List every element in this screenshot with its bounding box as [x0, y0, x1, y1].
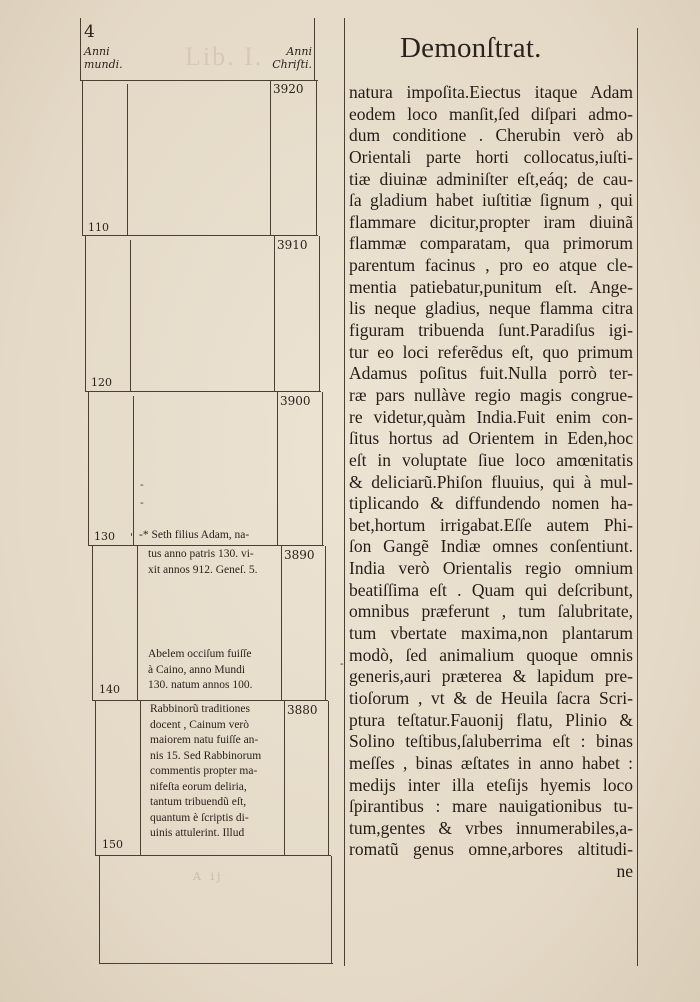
- note-rabbinorum: Rabbinorũ traditiones docent , Cainum verò maiorem natu fuiſſe an- nis 15. Sed Rabbinorum commentis propter ma- nifeſta eorum deliria, tantum tribuendũ eſt, quantum è ſcriptis di- uinis attulerint. Illud: [150, 703, 262, 839]
- show-through-text: Lib. I.: [185, 42, 264, 71]
- text-line: mentia patiebatur,punitum eſt. Ange-: [349, 276, 633, 297]
- anni-christi-3880: 3880: [287, 703, 318, 717]
- text-line: ſa gladium habet iuſtitiæ ſignum , qui: [349, 190, 633, 211]
- margin-dash: -: [140, 496, 144, 509]
- anni-christi-3900: 3900: [280, 394, 311, 408]
- text-line: ræ pars nullàve regio magis congrue-: [349, 384, 633, 405]
- margin-dash: -: [340, 657, 344, 670]
- text-line: omnibus præferunt , tum ſalubritate,: [349, 601, 633, 622]
- anni-mundi-150: 150: [102, 838, 123, 851]
- text-line: re videtur,quàm India.Fuit enim con-: [349, 406, 633, 427]
- text-line: dum conditione . Cherubin verò ab: [349, 125, 633, 146]
- text-line: Solino teſtibus,ſaluberrima eſt : binas: [349, 731, 633, 752]
- margin-dash: ': [130, 531, 134, 544]
- text-line: ſpirantibus : mare nauigationibus tu-: [349, 796, 633, 817]
- text-line: eſt in voluptate ſiue loco amœnitatis: [349, 449, 633, 470]
- page-number: 4: [84, 22, 95, 42]
- text-line: parentum facinus , pro eo atque cle-: [349, 255, 633, 276]
- anni-mundi-110: 110: [88, 221, 109, 234]
- note-seth: -* Seth filius Adam, na-: [139, 529, 250, 541]
- text-line: medijs inter illa eteſijs hyemis loco: [349, 774, 633, 795]
- text-line: ſon Gangẽ Indiæ omnes conſentiunt.: [349, 536, 633, 557]
- text-line: natura impoſita.Eiectus itaque Adam: [349, 82, 633, 102]
- text-line: flammæ comparatam, qua primorum: [349, 233, 633, 254]
- anni-christi-3910: 3910: [277, 238, 308, 252]
- note-abel: Abelem occiſum fuiſſe à Caino, anno Mundi 130. natum annos 100.: [148, 648, 253, 691]
- text-line: flammare dicitur,propter iram diuinã: [349, 211, 633, 232]
- text-line: figuram tribuenda ſunt.Paradiſus igi-: [349, 320, 633, 341]
- anni-christi-header: Anni Chriſti.: [272, 45, 312, 71]
- main-text-column: [349, 82, 633, 883]
- text-line: Adamus poſitus fuit.Nulla porrò ter-: [349, 363, 633, 384]
- text-line: romatũ genus omne,arbores altitudi-: [349, 839, 633, 860]
- text-line: tum,gentes & vrbes innumerabiles,a-: [349, 817, 633, 838]
- text-line: tur eo loci referẽdus eſt, quo primum: [349, 341, 633, 362]
- anni-christi-3920: 3920: [273, 82, 304, 96]
- text-line: modò, ſed animalium quoque omnis: [349, 644, 633, 665]
- anni-mundi-120: 120: [91, 376, 112, 389]
- anni-christi-3890: 3890: [284, 548, 315, 562]
- running-title: Demonſtrat.: [400, 32, 542, 64]
- text-line: lis neque gladius, neque flamma citra: [349, 298, 633, 319]
- catchword: ne: [616, 861, 633, 882]
- text-line: bet,hortum irrigabat.Eſſe autem Phi-: [349, 514, 633, 535]
- signature-mark: A ij: [193, 870, 224, 883]
- text-line: tum vbertate maxima,non plantarum: [349, 623, 633, 644]
- text-line: ſitus hortus ad Orientem in Eden,hoc: [349, 428, 633, 449]
- margin-dash: -: [140, 478, 144, 491]
- text-line: tiæ diuinæ adminiſter eſt,eáq; de cau-: [349, 168, 633, 189]
- text-line: ptura teſtatur.Fauonij flatu, Plinio &: [349, 709, 633, 730]
- text-line: generis,auri præterea & lapidum pre-: [349, 666, 633, 687]
- note-seth-continued: tus anno patris 130. vi- xit annos 912. Geneſ. 5.: [148, 548, 258, 576]
- text-line: meſſes , binas æſtates in anno habet :: [349, 752, 633, 773]
- anni-mundi-140: 140: [99, 683, 120, 696]
- anni-mundi-header: Anni mundi.: [84, 45, 123, 71]
- text-line: eodem loco manſit,ſed diſpari admo-: [349, 103, 633, 124]
- text-line: tiplicando & diffundendo nomen ha-: [349, 493, 633, 514]
- text-line: tioſorum , vt & de Heuila ſacra Scri-: [349, 687, 633, 708]
- text-line: beatiſſima eſt . Quam qui deſcribunt,: [349, 579, 633, 600]
- text-line: & deliciarũ.Phiſon fluuius, qui à mul-: [349, 471, 633, 492]
- anni-mundi-130: 130: [94, 530, 115, 543]
- text-line: India verò Orientalis regio omnium: [349, 558, 633, 579]
- text-line: Orientali parte horti collocatus,iuſti-: [349, 146, 633, 167]
